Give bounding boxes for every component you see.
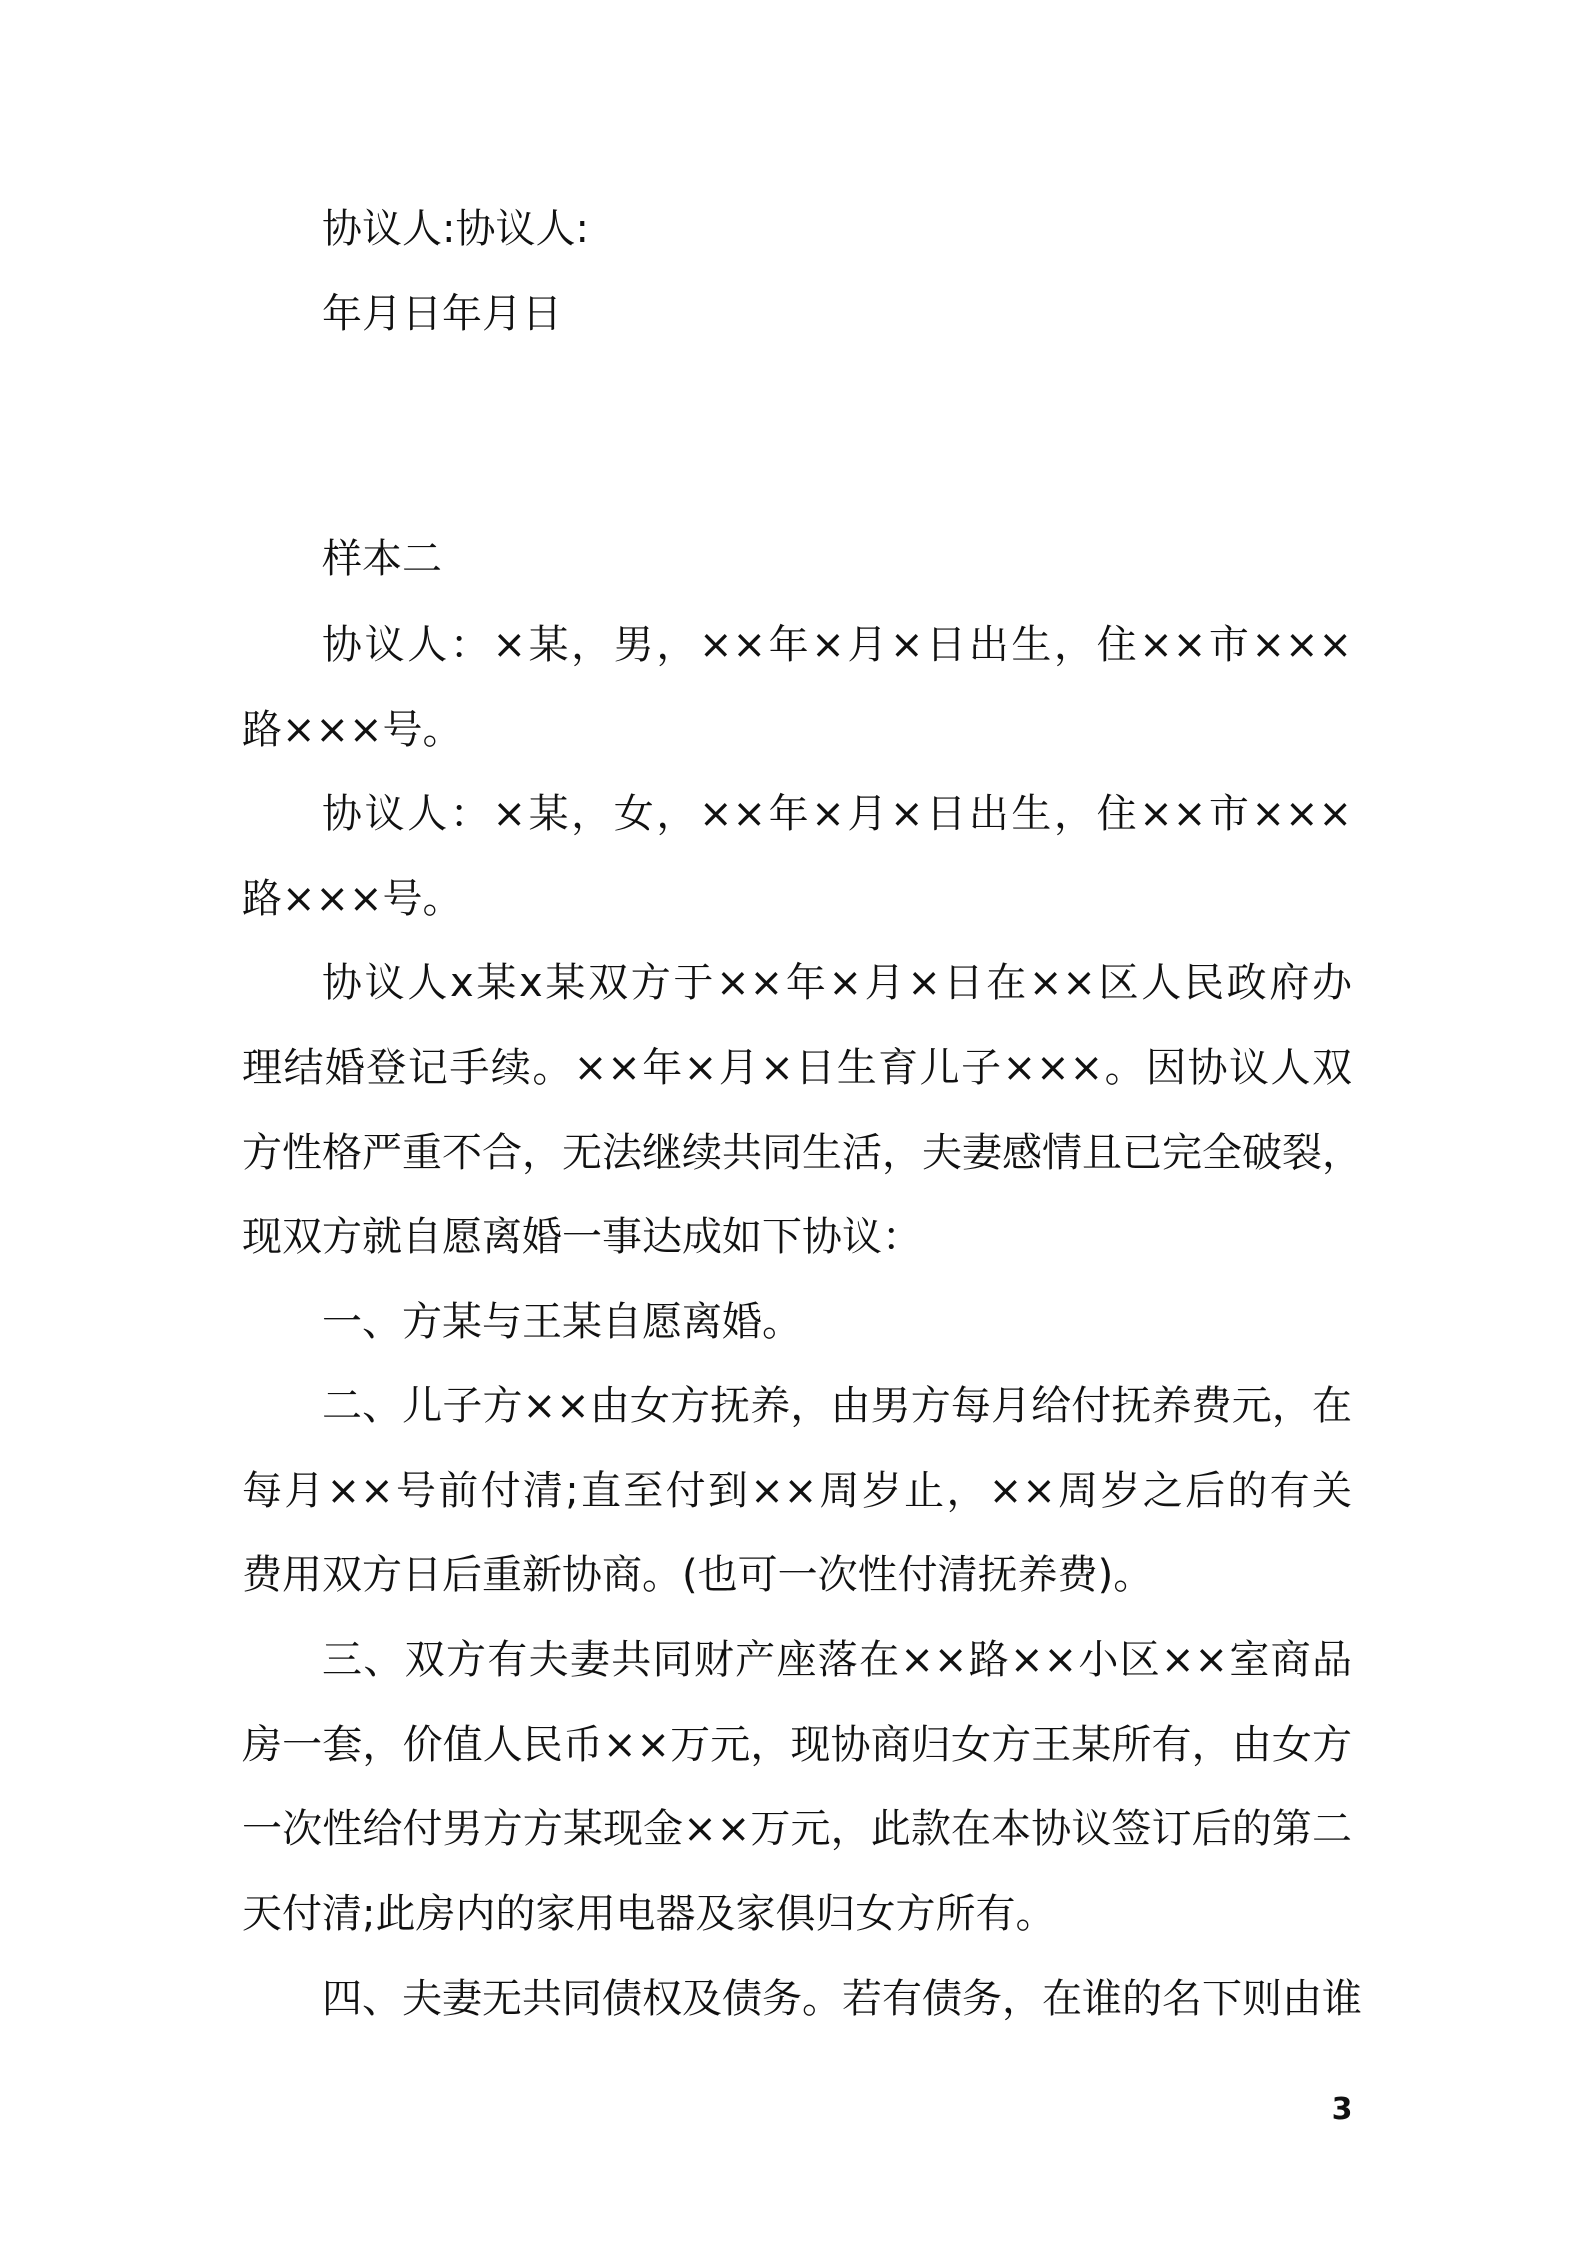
paragraph-line: 协议人x某x某双方于××年×月×日在××区人民政府办 bbox=[322, 960, 1352, 1006]
page-number: 3 bbox=[1331, 2092, 1353, 2127]
date-line: 年月日年月日 bbox=[322, 291, 562, 337]
paragraph-line: 现双方就自愿离婚一事达成如下协议： bbox=[242, 1214, 922, 1260]
paragraph-line: 一、方某与王某自愿离婚。 bbox=[322, 1299, 802, 1345]
paragraph-line: 四、夫妻无共同债权及债务。若有债务，在谁的名下则由谁 bbox=[322, 1976, 1362, 2022]
paragraph-line: 协议人：×某，女，××年×月×日出生，住××市××× bbox=[322, 791, 1352, 837]
paragraph-line: 协议人：×某，男，××年×月×日出生，住××市××× bbox=[322, 622, 1352, 668]
paragraph-line: 二、儿子方××由女方抚养，由男方每月给付抚养费元，在 bbox=[322, 1383, 1352, 1429]
paragraph-line: 房一套，价值人民币××万元，现协商归女方王某所有，由女方 bbox=[242, 1722, 1352, 1768]
paragraph-line: 三、双方有夫妻共同财产座落在××路××小区××室商品 bbox=[322, 1637, 1352, 1683]
paragraph-line: 一次性给付男方方某现金××万元，此款在本协议签订后的第二 bbox=[242, 1806, 1352, 1852]
paragraph-line: 费用双方日后重新协商。(也可一次性付清抚养费)。 bbox=[242, 1552, 1154, 1598]
paragraph-line: 路×××号。 bbox=[242, 707, 463, 753]
paragraph-line: 理结婚登记手续。××年×月×日生育儿子×××。因协议人双 bbox=[242, 1045, 1352, 1091]
sample-heading: 样本二 bbox=[322, 536, 442, 582]
signature-line: 协议人:协议人: bbox=[322, 206, 589, 252]
paragraph-line: 路×××号。 bbox=[242, 876, 463, 922]
paragraph-line: 每月××号前付清;直至付到××周岁止，××周岁之后的有关 bbox=[242, 1468, 1352, 1514]
paragraph-line: 方性格严重不合，无法继续共同生活，夫妻感情且已完全破裂， bbox=[242, 1130, 1362, 1176]
paragraph-line: 天付清;此房内的家用电器及家俱归女方所有。 bbox=[242, 1891, 1056, 1937]
